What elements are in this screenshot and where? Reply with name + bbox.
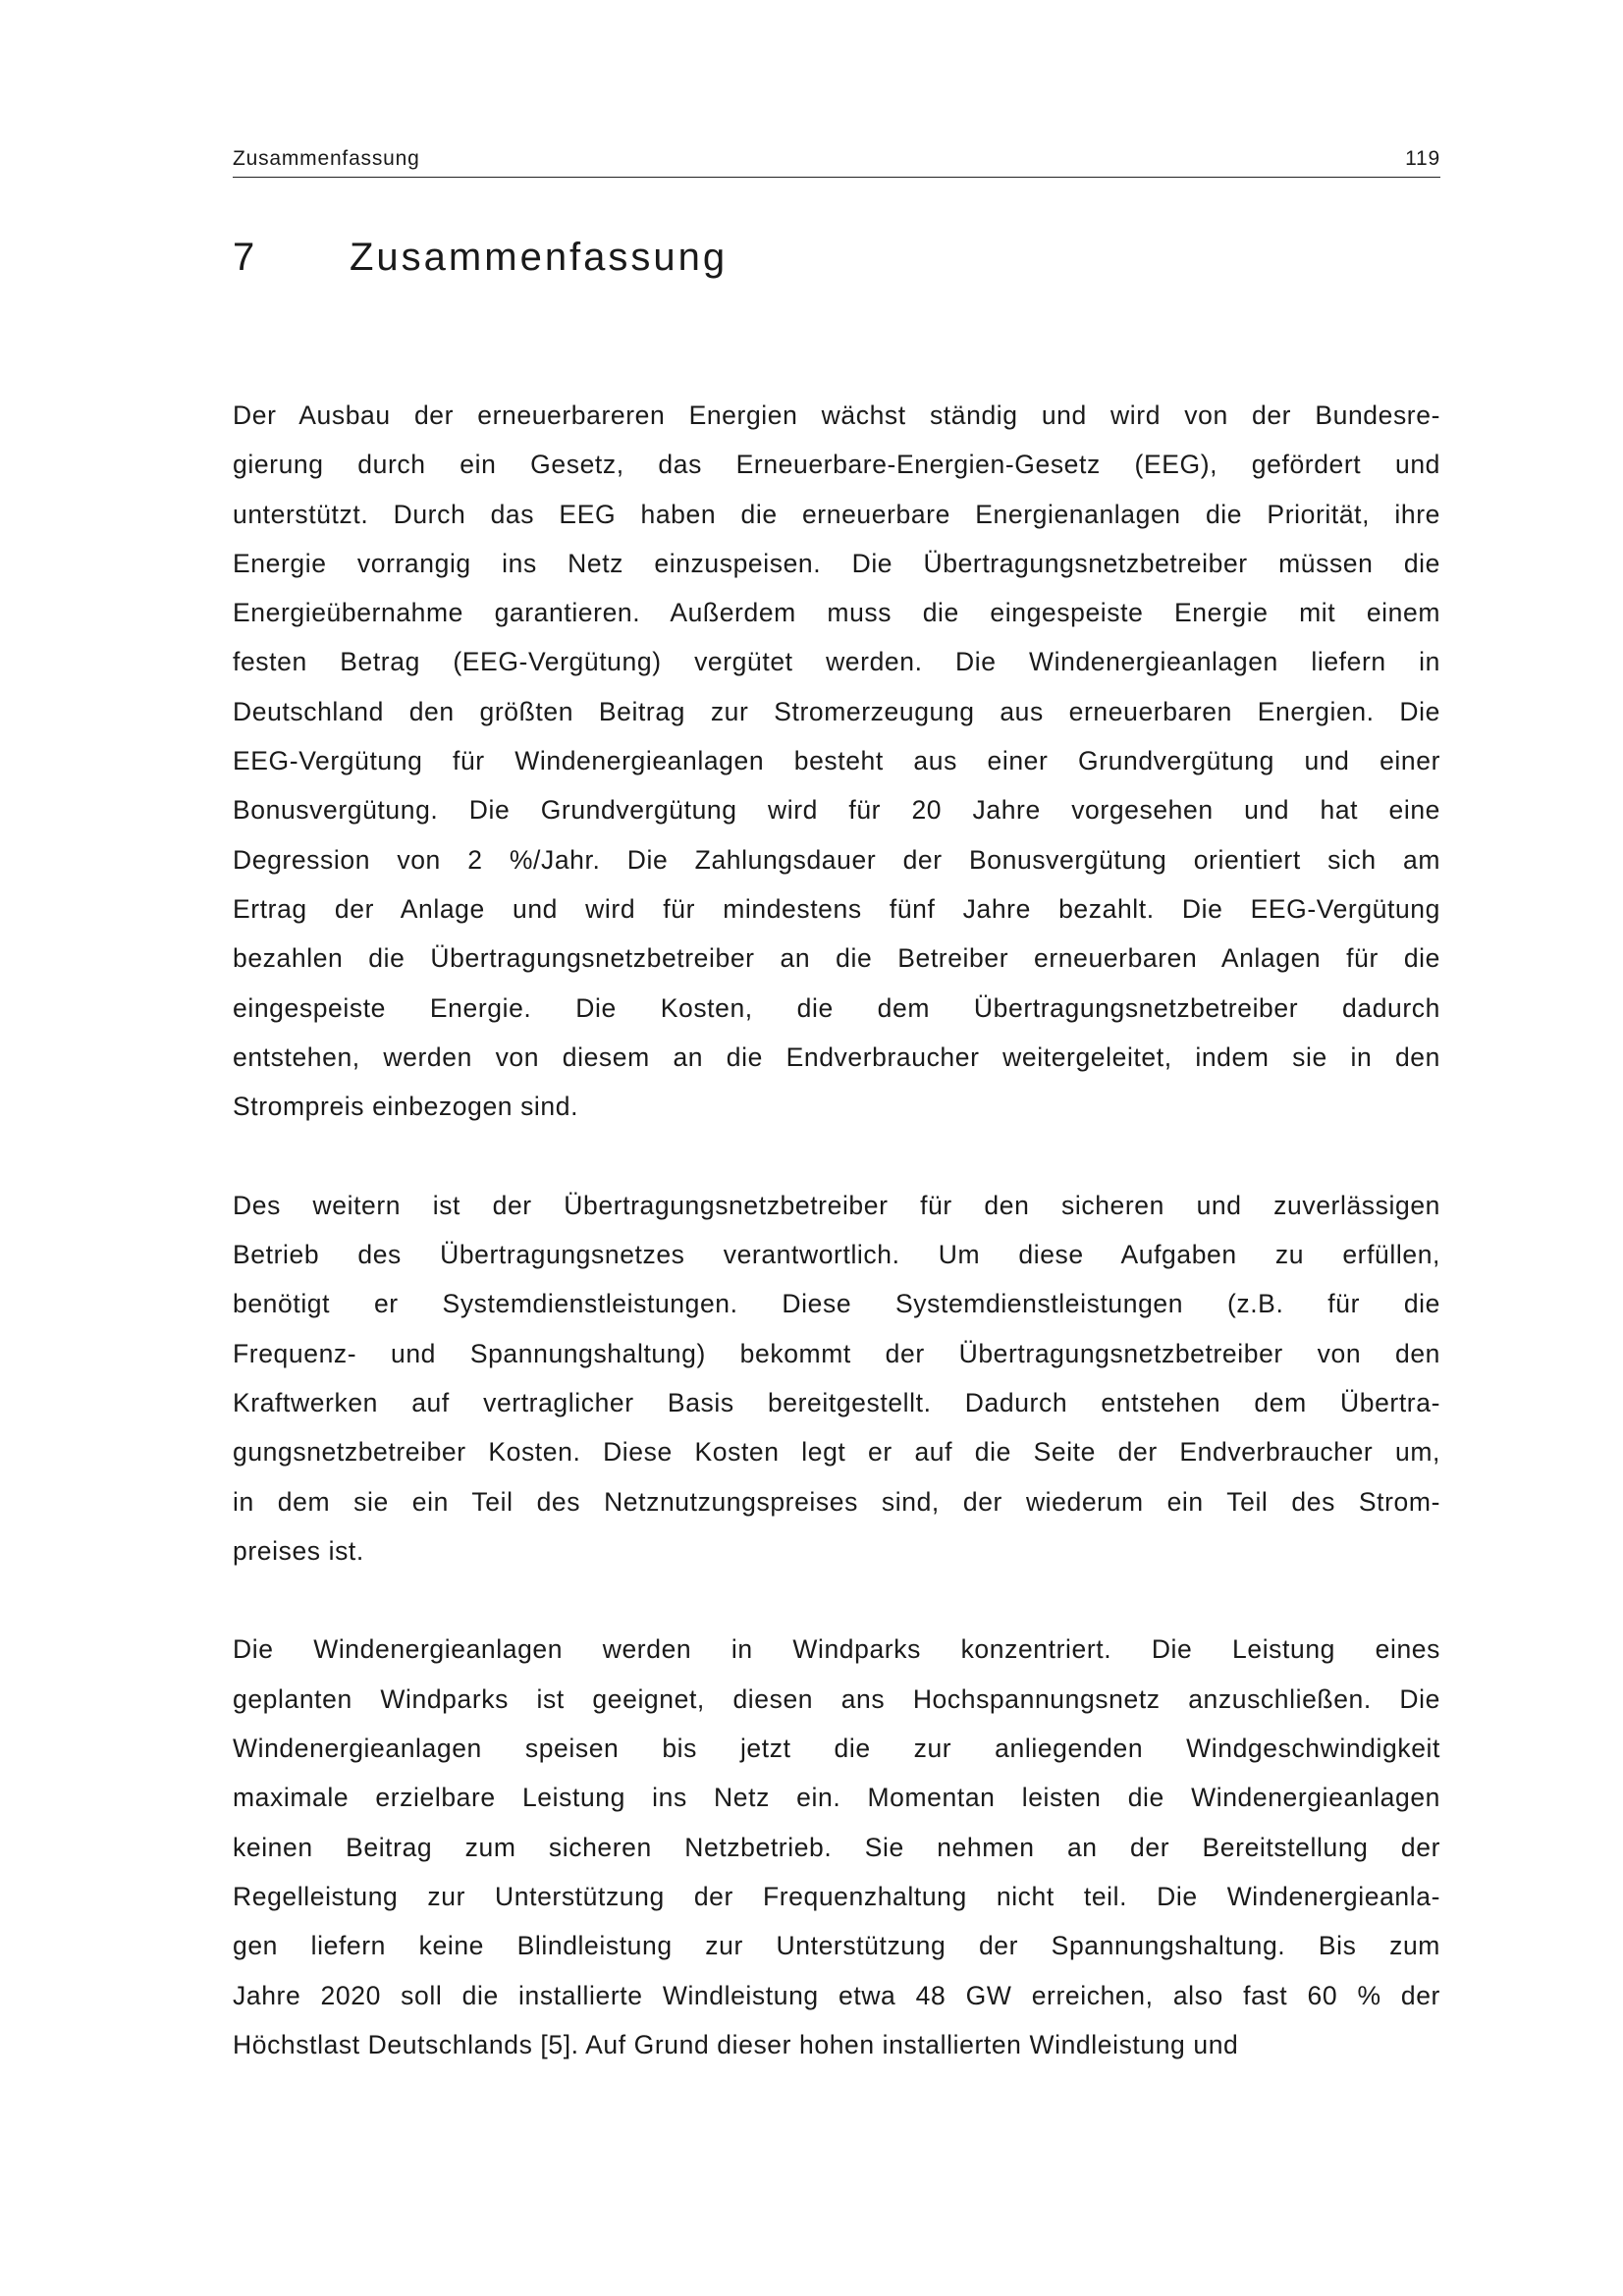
text-line: gungsnetzbetreiber Kosten. Diese Kosten legt er auf die Seite der Endverbraucher um, [233,1437,1440,1468]
page-number: 119 [1405,147,1440,170]
text-line: Kraftwerken auf vertraglicher Basis bereitgestellt. Dadurch entstehen dem Übertra- [233,1387,1440,1417]
text-line: preises ist. [233,1535,364,1566]
body-text [233,391,1440,2069]
text-line: Höchstlast Deutschlands [5]. Auf Grund dieser hohen installierten Windleistung und [233,2029,1239,2059]
text-line: Windenergieanlagen speisen bis jetzt die zur anliegenden Windgeschwindigkeit [233,1734,1440,1764]
text-line: Die Windenergieanlagen werden in Windparks konzentriert. Die Leistung eines [233,1634,1440,1665]
chapter-number: 7 [233,236,258,279]
paragraph-gap [233,1575,1440,1625]
text-line: Deutschland den größten Beitrag zur Stromerzeugung aus erneuerbaren Energien. Die [233,696,1440,726]
text-line: Des weitern ist der Übertragungsnetzbetreiber für den sicheren und zuverlässigen [233,1190,1440,1220]
paragraph [233,1181,1440,1575]
text-line: EEG-Vergütung für Windenergieanlagen besteht aus einer Grundvergütung und einer [233,746,1440,776]
text-line: eingespeiste Energie. Die Kosten, die dem Übertragungsnetzbetreiber dadurch [233,992,1440,1023]
text-line: gen liefern keine Blindleistung zur Unterstützung der Spannungshaltung. Bis zum [233,1931,1440,1961]
text-line: unterstützt. Durch das EEG haben die erneuerbare Energienanlagen die Priorität, ihre [233,499,1440,529]
text-line: Ertrag der Anlage und wird für mindestens fünf Jahre bezahlt. Die EEG-Vergütung [233,893,1440,924]
paragraph-gap [233,1131,1440,1180]
text-line: Frequenz- und Spannungshaltung) bekommt der Übertragungsnetzbetreiber von den [233,1338,1440,1368]
text-line: in dem sie ein Teil des Netznutzungspreises sind, der wiederum ein Teil des Strom- [233,1486,1440,1517]
text-line: Strompreis einbezogen sind. [233,1092,579,1122]
text-line: geplanten Windparks ist geeignet, diesen ans Hochspannungsnetz anzuschließen. Die [233,1683,1440,1714]
paragraph [233,1625,1440,2069]
running-header-title: Zusammenfassung [233,147,420,170]
chapter-heading [233,236,728,280]
text-line: Betrieb des Übertragungsnetzes verantwortlich. Um diese Aufgaben zu erfüllen, [233,1240,1440,1270]
text-line: Energie vorrangig ins Netz einzuspeisen. Die Übertragungsnetzbetreiber müssen die [233,548,1440,578]
chapter-title: Zusammenfassung [350,236,729,279]
header-rule [233,177,1440,178]
text-line: Bonusvergütung. Die Grundvergütung wird für 20 Jahre vorgesehen und hat eine [233,795,1440,826]
text-line: Jahre 2020 soll die installierte Windleistung etwa 48 GW erreichen, also fast 60 % der [233,1980,1440,2010]
text-line: Der Ausbau der erneuerbareren Energien wächst ständig und wird von der Bundesre- [233,400,1440,430]
text-line: Energieübernahme garantieren. Außerdem muss die eingespeiste Energie mit einem [233,598,1440,628]
running-header [233,147,1440,177]
text-line: entstehen, werden von diesem an die Endverbraucher weitergeleitet, indem sie in den [233,1041,1440,1072]
text-line: maximale erzielbare Leistung ins Netz ein. Momentan leisten die Windenergieanlagen [233,1783,1440,1813]
text-line: Regelleistung zur Unterstützung der Frequenzhaltung nicht teil. Die Windenergieanla- [233,1881,1440,1911]
text-line: keinen Beitrag zum sicheren Netzbetrieb. Sie nehmen an der Bereitstellung der [233,1832,1440,1862]
text-line: festen Betrag (EEG-Vergütung) vergütet werden. Die Windenergieanlagen liefern in [233,647,1440,677]
text-line: gierung durch ein Gesetz, das Erneuerbare-Energien-Gesetz (EEG), gefördert und [233,450,1440,480]
paragraph [233,391,1440,1131]
text-line: Degression von 2 %/Jahr. Die Zahlungsdauer der Bonusvergütung orientiert sich am [233,844,1440,875]
text-line: bezahlen die Übertragungsnetzbetreiber an die Betreiber erneuerbaren Anlagen für die [233,943,1440,974]
text-line: benötigt er Systemdienstleistungen. Diese Systemdienstleistungen (z.B. für die [233,1289,1440,1319]
